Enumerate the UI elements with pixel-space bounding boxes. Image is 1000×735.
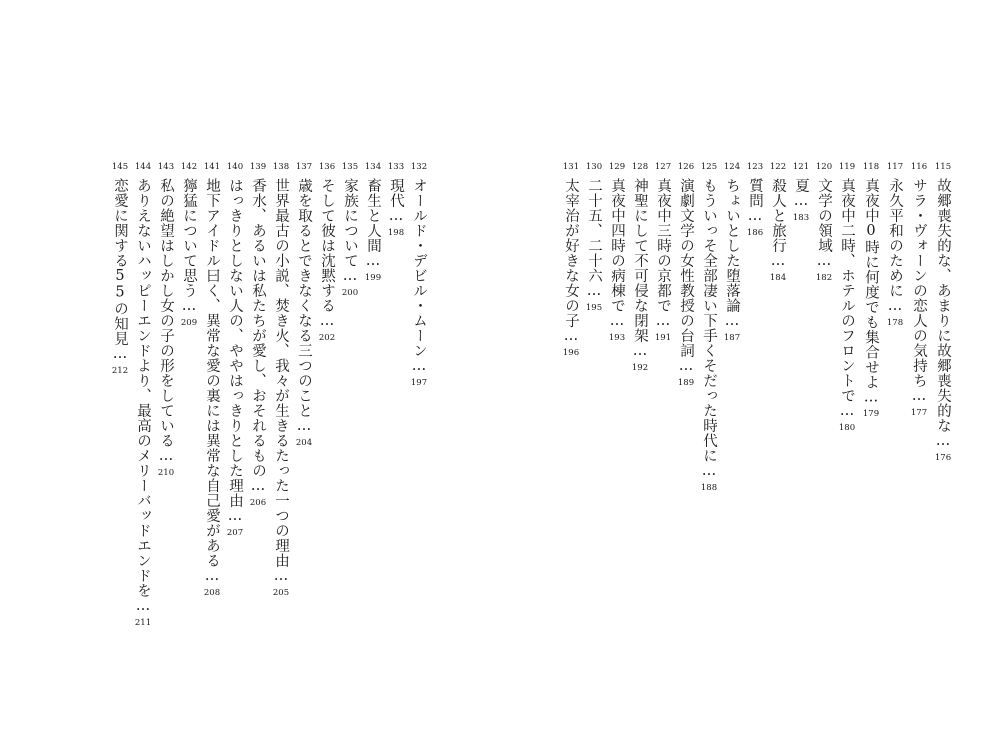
entry-page: 206 [249, 497, 267, 508]
entry-page: 187 [723, 332, 741, 343]
toc-entry [607, 162, 627, 343]
entry-page: 211 [134, 617, 152, 628]
toc-entry [630, 162, 650, 373]
entry-page: 209 [180, 317, 198, 328]
entry-page: 196 [562, 347, 580, 358]
toc-entry [699, 162, 719, 493]
entry-title: 家族について… [342, 178, 358, 285]
entry-page: 200 [341, 287, 359, 298]
entry-page: 179 [862, 409, 880, 419]
toc-entry [179, 162, 199, 328]
entry-title: 真夜中三時の京都で… [655, 178, 671, 330]
toc-entry [409, 162, 429, 388]
entry-title: はっきりとしない人の、ややはっきりとした理由… [227, 178, 243, 525]
toc-entry [561, 162, 581, 358]
toc-entry [745, 162, 765, 238]
entry-number: 115 [934, 162, 952, 172]
toc-entry [340, 162, 360, 298]
entry-title: 質問… [747, 178, 763, 225]
entry-number: 134 [364, 162, 382, 172]
entry-number: 144 [134, 162, 152, 172]
entry-page: 199 [364, 272, 382, 283]
entry-title: 私の絶望はしかし女の子の形をしている… [158, 178, 174, 465]
entry-title: 真夜中0時に何度でも集合せよ… [863, 178, 879, 406]
entry-number: 119 [838, 162, 856, 172]
entry-page: 180 [838, 422, 856, 433]
toc-entry [317, 162, 337, 343]
toc-entry [653, 162, 673, 343]
entry-title: 神聖にして不可侵な閉架… [632, 178, 648, 360]
entry-number: 139 [249, 162, 267, 172]
entry-title: 故郷喪失的な、あまりに故郷喪失的な… [935, 178, 951, 450]
entry-title: 地下アイドル曰く、異常な愛の裏には異常な自己愛がある… [204, 178, 220, 585]
entry-title: 香水、あるいは私たちが愛し、おそれるもの… [250, 178, 266, 495]
entry-page: 183 [792, 212, 810, 223]
entry-page: 210 [157, 467, 175, 478]
toc-entry [676, 162, 696, 388]
entry-number: 117 [886, 162, 904, 172]
toc-entry [885, 162, 905, 328]
entry-page: 182 [815, 272, 833, 283]
entry-title: ありえないハッピーエンドより、最高のメリーバッドエンドを… [135, 178, 151, 615]
entry-title: そして彼は沈黙する… [319, 178, 335, 330]
entry-title: サラ・ヴォーンの恋人の気持ち… [911, 178, 927, 405]
entry-title: 世界最古の小説、焚き火、我々が生きるたった一つの理由… [273, 178, 289, 585]
entry-number: 125 [700, 162, 718, 172]
toc-entry [133, 162, 153, 628]
entry-title: 歳を取るとできなくなる三つのこと… [296, 178, 312, 435]
toc-entry [248, 162, 268, 508]
entry-number: 140 [226, 162, 244, 172]
entry-number: 142 [180, 162, 198, 172]
entry-page: 204 [295, 437, 313, 448]
entry-title: 獰猛について思う… [181, 178, 197, 315]
entry-number: 130 [585, 162, 603, 172]
entry-number: 132 [410, 162, 428, 172]
entry-number: 138 [272, 162, 290, 172]
toc-entry [933, 162, 953, 463]
toc-entry [156, 162, 176, 478]
entry-page: 207 [226, 527, 244, 538]
entry-title: 演劇文学の女性教授の台詞… [678, 178, 694, 375]
entry-title: 恋愛に関する55の知見… [112, 178, 128, 363]
entry-number: 141 [203, 162, 221, 172]
entry-number: 123 [746, 162, 764, 172]
toc-entry [294, 162, 314, 448]
entry-title: ちょいとした堕落論… [724, 178, 740, 330]
entry-page: 191 [654, 332, 672, 343]
entry-page: 195 [585, 302, 603, 313]
toc-entry [909, 162, 929, 418]
entry-title: 真夜中二時、ホテルのフロントで… [839, 178, 855, 420]
entry-page: 202 [318, 332, 336, 343]
entry-number: 127 [654, 162, 672, 172]
toc-entry [791, 162, 811, 223]
entry-number: 124 [723, 162, 741, 172]
entry-title: 現代… [388, 178, 404, 225]
toc-entry [584, 162, 604, 313]
toc-entry [814, 162, 834, 283]
toc-entry [110, 162, 130, 376]
entry-title: もういっそ全部凄い下手くそだった時代に… [701, 178, 717, 480]
entry-page: 197 [410, 377, 428, 388]
toc-entry [225, 162, 245, 538]
entry-number: 131 [562, 162, 580, 172]
entry-page: 212 [111, 365, 129, 376]
entry-page: 189 [677, 377, 695, 388]
toc-entry [386, 162, 406, 238]
entry-page: 184 [769, 272, 787, 283]
entry-page: 192 [631, 362, 649, 373]
entry-number: 128 [631, 162, 649, 172]
entry-title: 真夜中四時の病棟で… [609, 178, 625, 330]
entry-number: 120 [815, 162, 833, 172]
entry-page: 193 [608, 332, 626, 343]
entry-title: 太宰治が好きな女の子… [563, 178, 579, 345]
entry-page: 188 [700, 482, 718, 493]
entry-title: 永久平和のために… [887, 178, 903, 315]
entry-page: 208 [203, 587, 221, 598]
entry-page: 186 [746, 227, 764, 238]
entry-number: 135 [341, 162, 359, 172]
entry-number: 137 [295, 162, 313, 172]
entry-number: 145 [111, 162, 129, 172]
entry-title: 殺人と旅行… [770, 178, 786, 270]
entry-page: 177 [910, 407, 928, 418]
toc-entry [271, 162, 291, 598]
entry-number: 121 [792, 162, 810, 172]
entry-title: 文学の領域… [816, 178, 832, 270]
entry-title: 夏… [793, 178, 809, 210]
entry-number: 133 [387, 162, 405, 172]
entry-page: 178 [886, 317, 904, 328]
entry-title: オールド・デビル・ムーン… [411, 178, 427, 375]
entry-number: 136 [318, 162, 336, 172]
toc-entry [861, 162, 881, 419]
toc-page-right [500, 0, 1000, 735]
entry-number: 129 [608, 162, 626, 172]
toc-entry [202, 162, 222, 598]
entry-title: 畜生と人間… [365, 178, 381, 270]
entry-number: 126 [677, 162, 695, 172]
toc-entry [363, 162, 383, 283]
entry-page: 205 [272, 587, 290, 598]
entry-page: 176 [934, 452, 952, 463]
entry-number: 116 [910, 162, 928, 172]
entry-title: 二十五、二十六… [586, 178, 602, 300]
toc-entry [837, 162, 857, 433]
entry-number: 122 [769, 162, 787, 172]
entry-number: 118 [862, 162, 880, 172]
entry-number: 143 [157, 162, 175, 172]
toc-entry [768, 162, 788, 283]
toc-entry [722, 162, 742, 343]
entry-page: 198 [387, 227, 405, 238]
